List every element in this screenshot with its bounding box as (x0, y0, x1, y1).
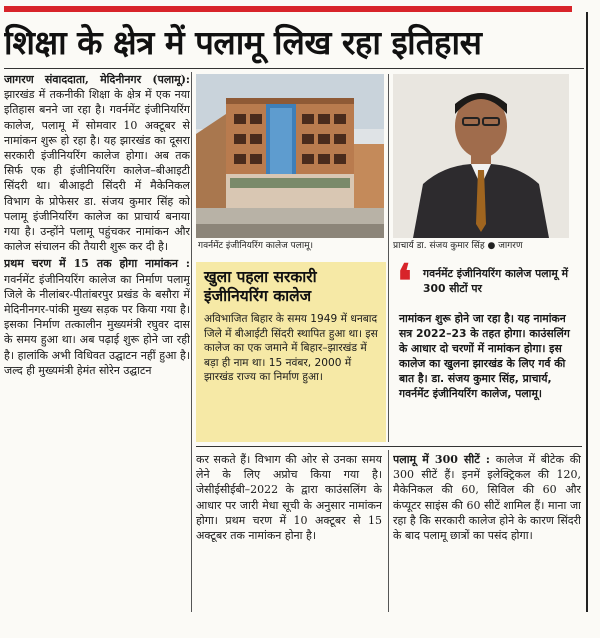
paragraph-3: कर सकते हैं। विभाग की ओर से उनका समय लेने के लिए अप्रोच किया गया है। जेसीईसीईबी–2022 के द्वारा काउंसलिंग के आधार पर जारी मेधा सूची के अनुसार नामांकन होगा। प्रथम चरण में 10 अक्टूबर से 15 अक्टूबर तक नामांकन होना है। (196, 453, 382, 543)
principal-portrait-illustration (393, 74, 569, 238)
paragraph-2: गवर्नमेंट इंजीनियरिंग कालेज का निर्माण पलामू जिले के नीलांबर-पीतांबरपुर प्रखंड के बसौरा में मेदिनीनगर-पांकी मुख्य सड़क पर किया गया है। इसका निर्माण तत्कालीन मुख्यमंत्री रघुवर दास के समय हुआ था। अब पढ़ाई शुरू होने जा रही है। हालांकि अभी विधिवत उद्घाटन नहीं हुआ है। जल्द ही मुख्यमंत्री हेमंत सोरेन उद्घाटन (4, 272, 190, 377)
photo-caption-building: गवर्नमेंट इंजीनियरिंग कालेज पलामू। (198, 241, 313, 251)
college-building-photo (196, 74, 384, 238)
highlight-box-body: अविभाजित बिहार के समय 1949 में धनबाद जिले में बीआईटी सिंदरी स्थापित हुआ था। इस कालेज का एक जमाने में बिहार–झारखंड में बड़ा ही नाम था। 15 नवंबर, 2000 में झारखंड राज्य का निर्माण हुआ। (204, 313, 378, 384)
headline-rule (4, 68, 584, 69)
article-column-1 (4, 72, 190, 612)
highlight-box-title: खुला पहला सरकारी इंजीनियरिंग कालेज (204, 268, 317, 305)
subhead-seats: पलामू में 300 सीटें : (393, 453, 490, 466)
photo-caption-principal: प्राचार्य डा. संजय कुमार सिंह ● जागरण (393, 241, 523, 251)
top-accent-bar (4, 6, 572, 12)
column-rule-1 (191, 72, 192, 612)
lower-section-rule (196, 446, 582, 447)
subhead-first-phase: प्रथम चरण में 15 तक होगा नामांकन : (4, 257, 190, 271)
article-column-2 (196, 452, 382, 612)
principal-quote (393, 254, 583, 442)
principal-portrait-photo (393, 74, 569, 238)
paragraph-4: कालेज में बीटेक की 300 सीटें हैं। इनमें इलेक्ट्रिकल की 120, मैकेनिकल की 60, सिविल की 60 और कंप्यूटर साइंस की 60 सीटें शामिल हैं। माना जा रहा है कि सरकारी कालेज होने के कारण सिंदरी के बाद पलामू छात्रों का पसंद होगा। (393, 453, 581, 543)
column-rule-2 (388, 74, 389, 442)
quote-lead: गवर्नमेंट इंजीनियरिंग कालेज पलामू में 300 सीटों पर (423, 267, 569, 295)
dateline: जागरण संवाददाता, मेदिनीनगर (पलामू): (4, 73, 190, 86)
column-rule-3 (388, 450, 389, 612)
highlight-box (196, 262, 386, 442)
article-column-3 (393, 452, 581, 612)
paragraph-1: झारखंड में तकनीकी शिक्षा के क्षेत्र में एक नया इतिहास बनने जा रहा है। गवर्नमेंट इंजीनियरिंग कालेज, पलामू में सोमवार 10 अक्टूबर से नामांकन शुरू हो रहा है। यह झारखंड का दूसरा सरकारी इंजीनियरिंग कालेज होगा। अब तक सिर्फ एक ही इंजीनियरिंग कालेज–बीआइटी सिंदरी था। बीआइटी सिंदरी में मैकेनिकल विभाग के प्रोफेसर डा. संजय कुमार सिंह को पलामू इंजीनियरिंग कालेज का प्राचार्य बनाया गया है। उन्होंने पलामू पहुंचकर नामांकन और कालेज संचालन की तैयारी शुरू कर दी है। (4, 88, 190, 254)
headline: शिक्षा के क्षेत्र में पलामू लिख रहा इतिहास (4, 23, 482, 62)
right-column-rule (586, 12, 588, 612)
quote-body: नामांकन शुरू होने जा रहा है। यह नामांकन सत्र 2022–23 के तहत होगा। काउंसलिंग के आधार दो चरणों में नामांकन होगा। इस कालेज का खुलना झारखंड के लिए गर्व की बात है। डा. संजय कुमार सिंह, प्राचार्य, गवर्नमेंट इंजीनियरिंग कालेज, पलामू। (399, 312, 570, 400)
quote-mark-icon: ❛ (397, 254, 412, 308)
college-building-illustration (196, 74, 384, 238)
